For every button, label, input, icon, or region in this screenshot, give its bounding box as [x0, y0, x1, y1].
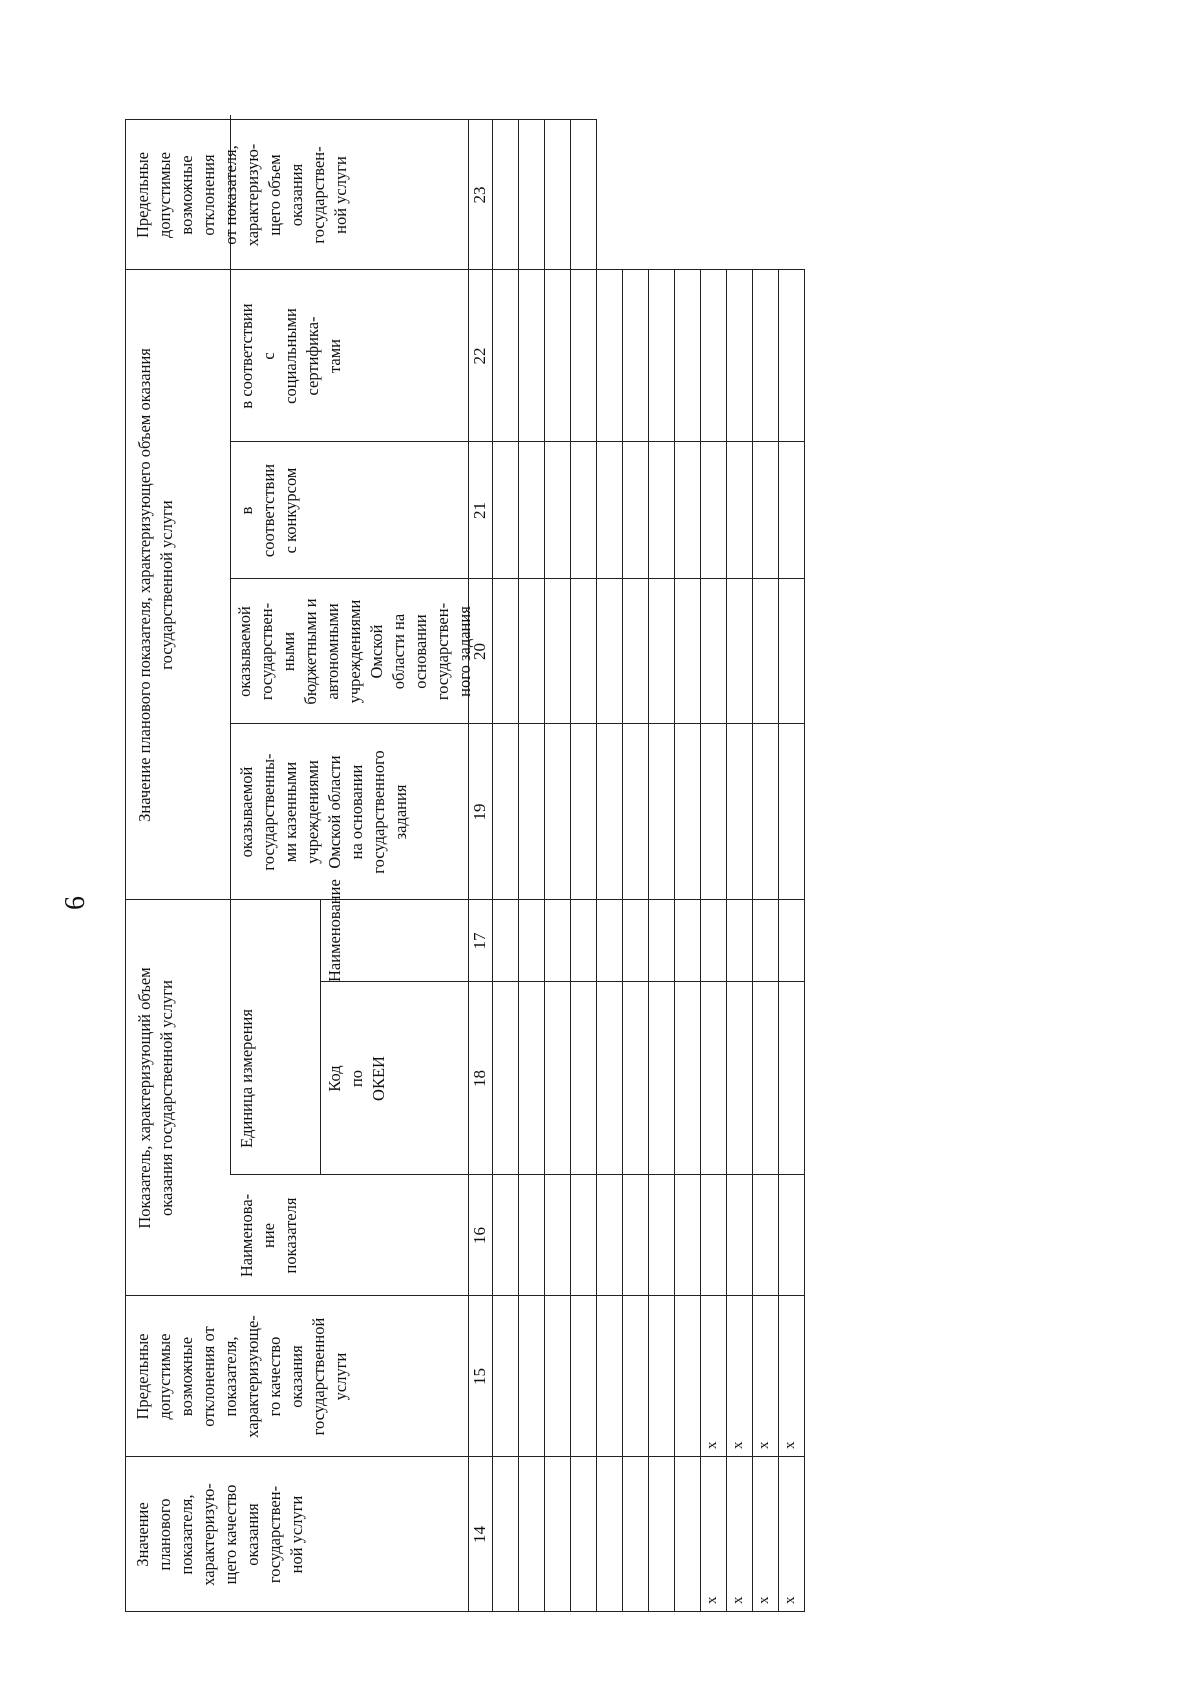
header-state-institutions: оказываемой государственны- ми казенными учреждениями Омской области на основании государственного задания [237, 750, 410, 874]
x-mark: х [782, 1441, 798, 1449]
header-divider-groups [230, 115, 231, 1175]
header-planned-quality-value: Значение планового показателя, характеризую- щего качество оказания государствен- ной услуги [133, 1483, 306, 1586]
x-mark: х [782, 1596, 798, 1604]
header-okei-code: Код по ОКЕИ [325, 1056, 388, 1101]
x-mark: х [756, 1441, 772, 1449]
row-line [518, 120, 519, 1612]
column-number: 21 [470, 502, 489, 519]
column-number: 18 [470, 1070, 489, 1087]
x-mark: х [704, 1596, 720, 1604]
x-mark: х [756, 1596, 772, 1604]
column-number: 15 [470, 1368, 489, 1385]
header-by-social-certificates: в соответствии с социальными сертифика- тами [237, 303, 344, 409]
row-line [544, 120, 545, 1612]
row-line [752, 270, 753, 1612]
x-mark: х [730, 1441, 746, 1449]
x-mark: х [730, 1596, 746, 1604]
table-border-bottom [804, 270, 805, 1612]
row-line [570, 120, 571, 1612]
header-quality-deviation: Предельные допустимые возможные отклонения от показателя, характеризующе- го качество оказания государственной услуги [133, 1315, 350, 1438]
header-indicator-name: Наименова- ние показателя [237, 1193, 300, 1278]
row-line [726, 270, 727, 1612]
row-line [648, 270, 649, 1612]
row-line [622, 270, 623, 1612]
table-border-top [125, 120, 126, 1612]
header-planned-volume-group: Значение планового показателя, характеризующего объем оказания государственной услуги [135, 348, 176, 822]
header-divider-units [320, 900, 321, 1175]
column-number: 22 [470, 347, 489, 365]
column-number: 17 [470, 932, 489, 950]
column-number: 14 [470, 1526, 489, 1543]
header-volume-indicator-group: Показатель, характеризующий объем оказания государственной услуги [135, 967, 176, 1229]
x-mark: х [704, 1441, 720, 1449]
row-line [674, 270, 675, 1612]
header-volume-deviation: Предельные допустимые возможные отклонения от показателя, характеризую- щего объем оказания государствен- ной услуги [133, 143, 350, 247]
column-number-line [492, 120, 493, 1612]
page-number: 6 [60, 896, 91, 910]
header-unit-name: Наименование [325, 879, 344, 982]
rotated-table [120, 112, 880, 1612]
header-by-competition: в соответствии с конкурсом [237, 463, 300, 558]
row-line [778, 270, 779, 1612]
row-line [700, 270, 701, 1612]
row-line [596, 120, 597, 1612]
column-number: 19 [470, 803, 489, 821]
header-budget-autonomous: оказываемой государствен- ными бюджетными и автономными учреждениями Омской области на основании государствен- ного задания [235, 598, 474, 705]
header-unit-group: Единица измерения [237, 1009, 256, 1148]
column-number: 16 [470, 1227, 489, 1244]
column-number: 23 [470, 186, 489, 204]
column-number: 20 [470, 643, 489, 660]
